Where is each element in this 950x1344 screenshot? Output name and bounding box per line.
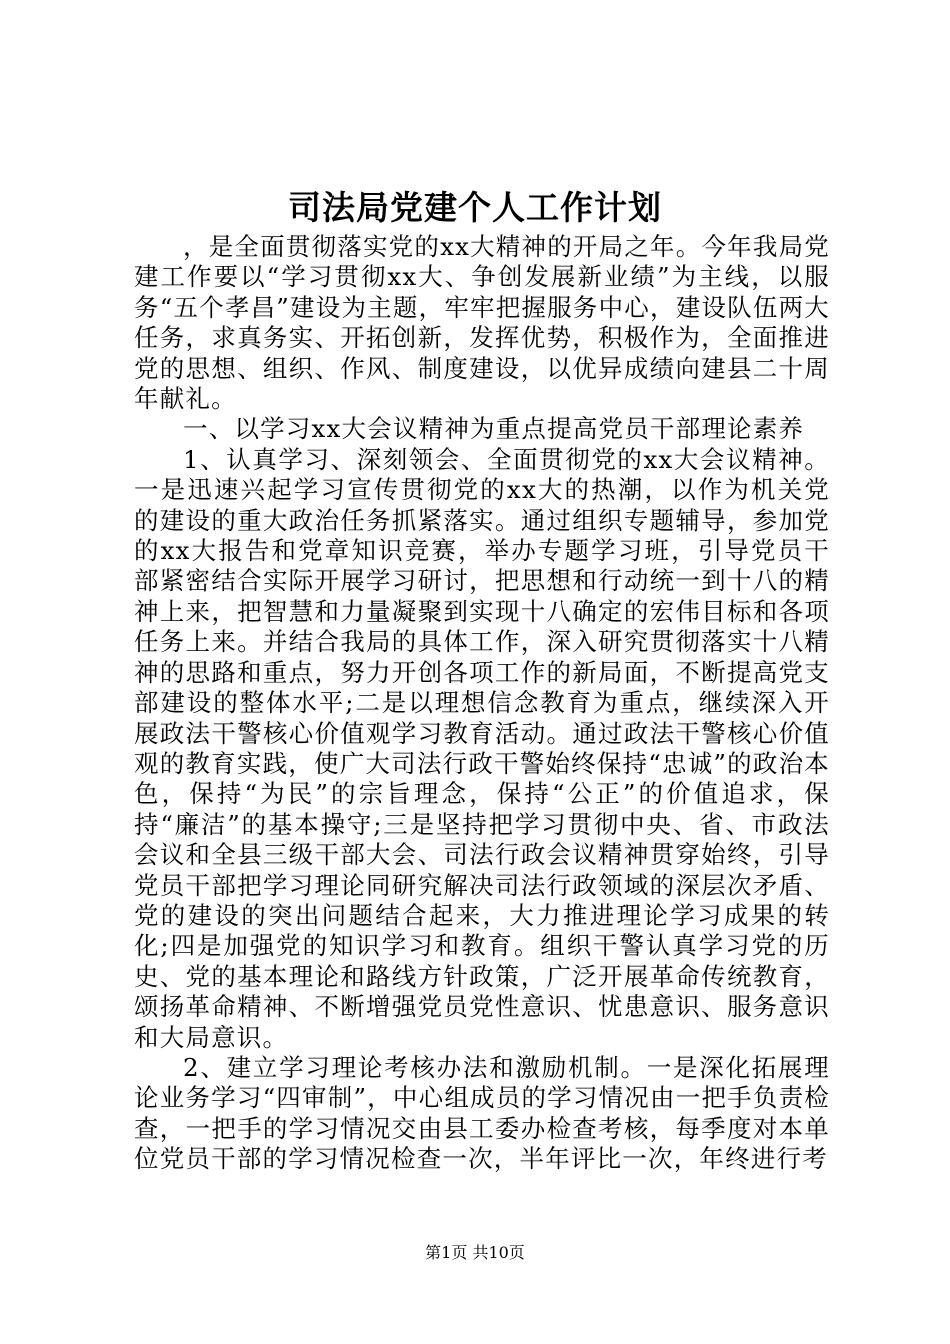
paragraph-item-2: 2、建立学习理论考核办法和激励机制。一是深化拓展理论业务学习“四审制”，中心组成员的学习情况由一把手负责检查，一把手的学习情况交由县工委办检查考核，每季度对本单位党员干部的学习情况检查一次，半年评比一次，年终进行考 (134, 1052, 830, 1174)
paragraph-item-1: 1、认真学习、深刻领会、全面贯彻党的xx大会议精神。一是迅速兴起学习宣传贯彻党的xx大的热潮，以作为机关党的建设的重大政治任务抓紧落实。通过组织专题辅导，参加党的xx大报告和党章知识竞赛，举办专题学习班，引导党员干部紧密结合实际开展学习研讨，把思想和行动统一到十八的精神上来，把智慧和力量凝聚到实现十八确定的宏伟目标和各项任务上来。并结合我局的具体工作，深入研究贯彻落实十八精神的思路和重点，努力开创各项工作的新局面，不断提高党支部建设的整体水平;二是以理想信念教育为重点，继续深入开展政法干警核心价值观学习教育活动。通过政法干警核心价值观的教育实践，使广大司法行政干警始终保持“忠诚”的政治本色，保持“为民”的宗旨理念，保持“公正”的价值追求，保持“廉洁”的基本操守;三是坚持把学习贯彻中央、省、市政法会议和全县三级干部大会、司法行政会议精神贯穿始终，引导党员干部把学习理论同研究解决司法行政领域的深层次矛盾、党的建设的突出问题结合起来，大力推进理论学习成果的转化;四是加强党的知识学习和教育。组织干警认真学习党的历史、党的基本理论和路线方针政策，广泛开展革命传统教育，颂扬革命精神、不断增强党员党性意识、忧患意识、服务意识和大局意识。 (134, 444, 830, 1052)
section-heading-1: 一、以学习xx大会议精神为重点提高党员干部理论素养 (183, 414, 805, 444)
document-title: 司法局党建个人工作计划 (288, 188, 662, 227)
document-body (134, 232, 830, 1175)
paragraph-intro: ，是全面贯彻落实党的xx大精神的开局之年。今年我局党建工作要以“学习贯彻xx大、争创发展新业绩”为主线，以服务“五个孝昌”建设为主题，牢牢把握服务中心，建设队伍两大任务，求真务实、开拓创新，发挥优势，积极作为，全面推进党的思想、组织、作风、制度建设，以优异成绩向建县二十周年献礼。 (134, 232, 830, 414)
page-number-footer: 第1页 共10页 (425, 1243, 525, 1262)
